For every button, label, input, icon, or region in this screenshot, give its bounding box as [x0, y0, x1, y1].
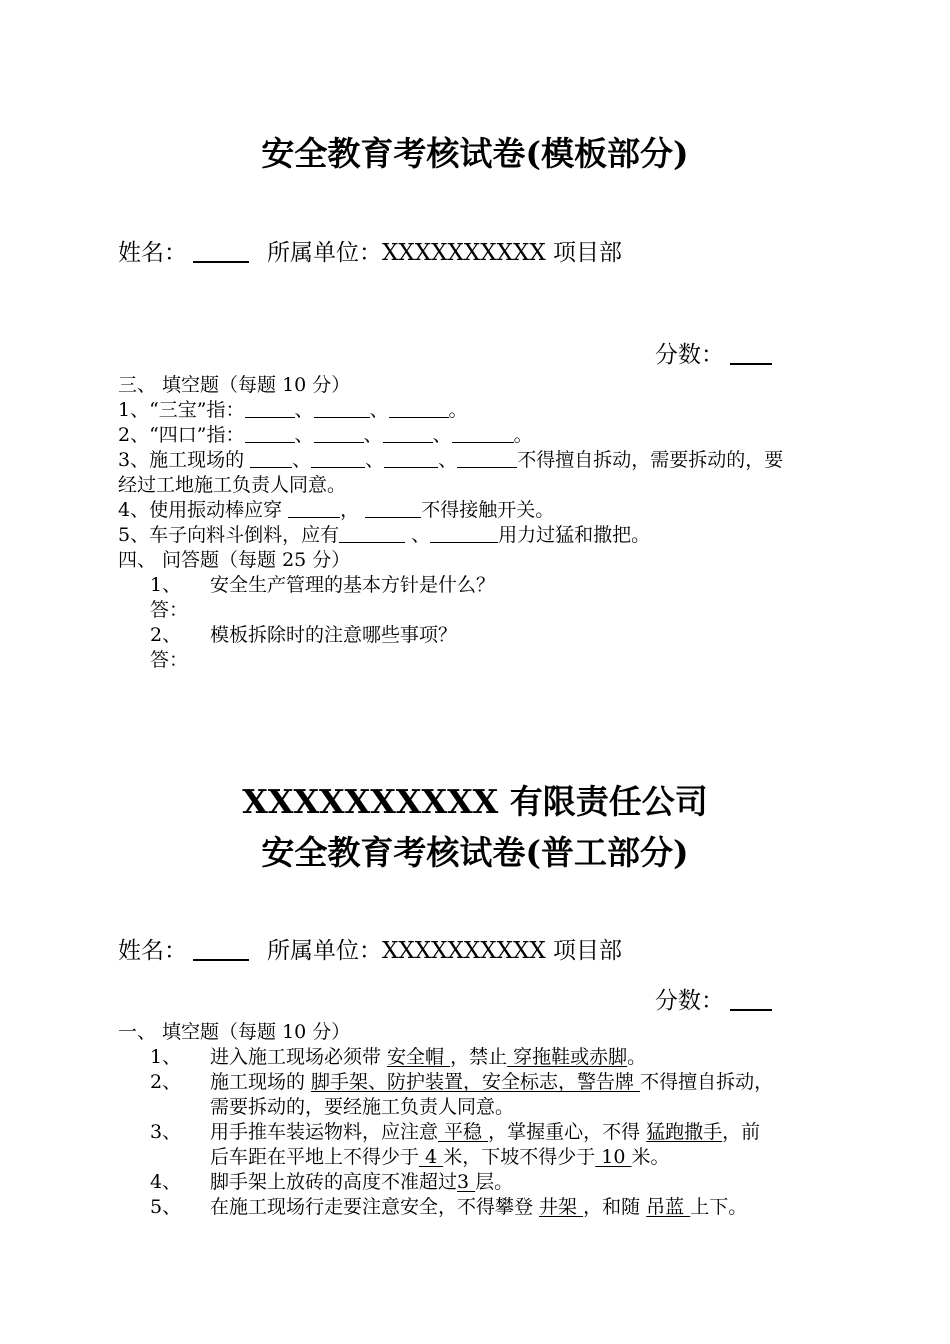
answer-text: 井架: [539, 1196, 584, 1218]
blank: [288, 499, 340, 518]
answer-text: 吊蓝: [646, 1196, 691, 1218]
answer-text: 平稳: [438, 1121, 489, 1143]
blank: [339, 524, 405, 543]
name-blank: [193, 937, 249, 961]
exam-title-formwork: 安全教育考核试卷(模板部分): [261, 134, 689, 173]
item-continuation: [210, 1145, 669, 1170]
score-blank: [730, 341, 772, 365]
item-number: 2、: [150, 1071, 182, 1093]
question-5: [118, 523, 650, 548]
qa2-number: 2、: [150, 624, 182, 646]
qa-heading: 四、 问答题（每题 25 分）: [118, 549, 351, 571]
q1-prefix: 1、“三宝”指：: [118, 399, 245, 421]
blank: [245, 424, 295, 443]
question-3: [118, 448, 783, 473]
item-text: 层。: [475, 1171, 514, 1193]
answer-text: 猛跑撒手: [646, 1121, 723, 1143]
answer-text: 安全帽: [387, 1046, 451, 1068]
qa1-number: 1、: [150, 574, 182, 596]
blank: [365, 499, 421, 518]
period: 。: [513, 424, 533, 446]
item-number: 4、: [150, 1171, 182, 1193]
answer-text: 脚手架、防护装置，安全标志，警告牌: [311, 1071, 641, 1093]
item-text: ，禁止: [450, 1046, 508, 1068]
score-line: [655, 982, 772, 1015]
fill-heading: 三、 填空题（每题 10 分）: [118, 374, 351, 396]
item-text: 米。: [631, 1146, 670, 1168]
separator: 、: [432, 424, 452, 446]
answer-text: 3: [457, 1171, 476, 1193]
exam-title-general: 安全教育考核试卷(普工部分): [261, 833, 689, 872]
score-label: 分数：: [655, 342, 724, 368]
blank: [452, 424, 514, 443]
q3-prefix: 3、施工现场的: [118, 449, 251, 471]
q5-suffix: 用力过猛和撒把。: [498, 524, 651, 546]
item-text: ，前: [722, 1121, 761, 1143]
item-text: 用手推车装运物料，应注意: [210, 1121, 439, 1143]
blank: [314, 424, 364, 443]
company-name: XXXXXXXXXX 有限责任公司: [242, 782, 708, 821]
separator: 、: [292, 449, 312, 471]
item-text: ，掌握重心，不得: [488, 1121, 647, 1143]
item-text: 施工现场的: [210, 1071, 312, 1093]
answer-text: 4: [419, 1146, 444, 1168]
item-text: 米，下坡不得少于: [443, 1146, 596, 1168]
unit-label: 所属单位：XXXXXXXXXX 项目部: [267, 938, 623, 964]
item-number: 3、: [150, 1121, 182, 1143]
item-text: 不得擅自拆动，: [640, 1071, 774, 1093]
answer-text: 10: [595, 1146, 632, 1168]
item-text: ，和随: [583, 1196, 647, 1218]
blank: [430, 524, 498, 543]
item-text: 进入施工现场必须带: [210, 1046, 388, 1068]
separator: ，: [340, 499, 366, 521]
item-continuation: 需要拆动的，要经施工负责人同意。: [210, 1096, 515, 1118]
blank: [314, 399, 370, 418]
q2-prefix: 2、“四口”指：: [118, 424, 245, 446]
qa-answer-1: 答：: [150, 599, 189, 621]
blank: [250, 449, 292, 468]
unit-label: 所属单位：XXXXXXXXXX 项目部: [267, 240, 623, 266]
q4-prefix: 4、使用振动棒应穿: [118, 499, 289, 521]
qa-answer-2: 答：: [150, 649, 189, 671]
question-4: [118, 498, 554, 523]
score-blank: [730, 987, 772, 1011]
item-text: 。: [627, 1046, 647, 1068]
item-text: 上下。: [690, 1196, 748, 1218]
separator: 、: [369, 399, 389, 421]
q4-suffix: 不得接触开关。: [421, 499, 555, 521]
blank: [383, 424, 433, 443]
item-number: 1、: [150, 1046, 182, 1068]
question-1: [118, 398, 468, 423]
fill-heading: 一、 填空题（每题 10 分）: [118, 1021, 351, 1043]
question-3-line2: 经过工地施工负责人同意。: [118, 474, 347, 496]
blank: [245, 399, 295, 418]
q3-suffix: 不得擅自拆动，需要拆动的，要: [517, 449, 784, 471]
blank: [457, 449, 517, 468]
separator: 、: [294, 424, 314, 446]
item-number: 5、: [150, 1196, 182, 1218]
qa2-text: 模板拆除时的注意哪些事项？: [210, 624, 458, 646]
answer-text: 穿拖鞋或赤脚: [507, 1046, 628, 1068]
question-2: [118, 423, 533, 448]
separator: 、: [294, 399, 314, 421]
period: 。: [448, 399, 468, 421]
name-label: 姓名：: [118, 938, 187, 964]
blank: [389, 399, 449, 418]
name-unit-line: [118, 932, 622, 965]
name-label: 姓名：: [118, 240, 187, 266]
separator: 、: [363, 424, 383, 446]
item-text: 脚手架上放砖的高度不准超过: [210, 1171, 458, 1193]
blank: [384, 449, 438, 468]
score-label: 分数：: [655, 988, 724, 1014]
q5-prefix: 5、车子向料斗倒料，应有: [118, 524, 340, 546]
name-unit-line: [118, 234, 622, 267]
separator: 、: [365, 449, 385, 471]
blank: [311, 449, 365, 468]
score-line: [655, 336, 772, 369]
item-text: 在施工现场行走要注意安全，不得攀登: [210, 1196, 540, 1218]
item-text: 后车距在平地上不得少于: [210, 1146, 420, 1168]
qa1-text: 安全生产管理的基本方针是什么？: [210, 574, 496, 596]
separator: 、: [405, 524, 431, 546]
name-blank: [193, 239, 249, 263]
separator: 、: [438, 449, 458, 471]
